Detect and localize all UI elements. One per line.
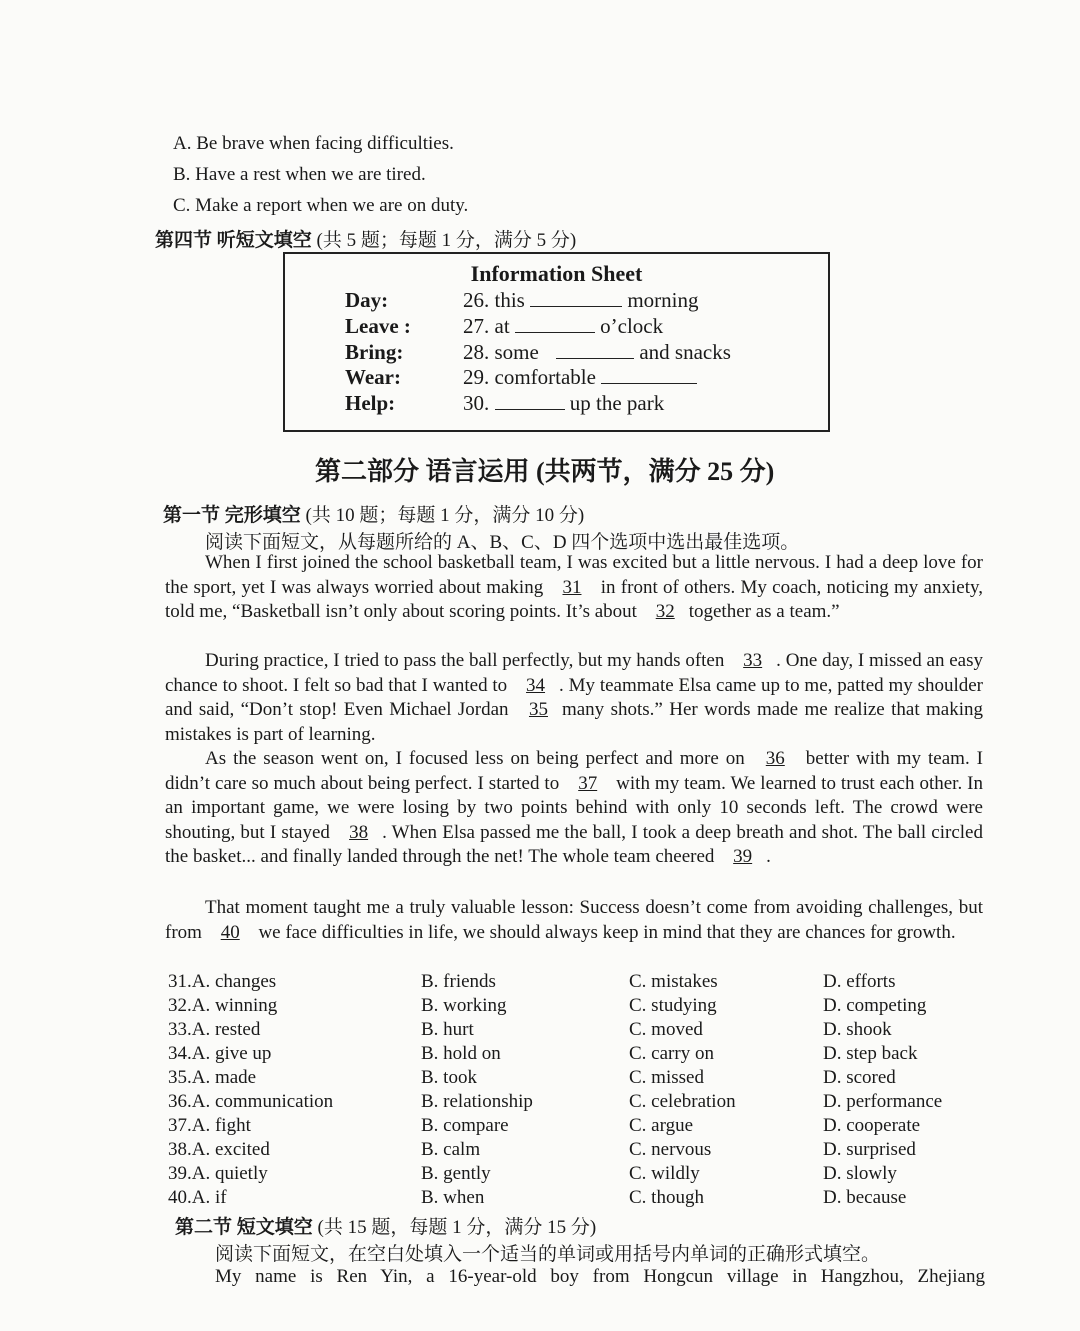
text: . One day, I missed an easy chance to shoot. I felt so bad that I wanted to bbox=[165, 650, 983, 696]
text: with my team. We learned to trust each other. In an important game, we were losing by two points behind with only 10 seconds left. The crowd were shouting, but I stayed bbox=[165, 772, 984, 843]
choice-a[interactable]: 35.A. made bbox=[168, 1067, 257, 1088]
choice-c[interactable]: C. studying bbox=[629, 995, 717, 1016]
text: we face difficulties in life, we should always keep in mind that they are chances for growth. bbox=[258, 921, 956, 943]
choice-a[interactable]: 34.A. give up bbox=[168, 1043, 272, 1064]
cloze-paragraph-4 bbox=[165, 896, 983, 945]
cloze-paragraph-3 bbox=[165, 747, 983, 870]
option-a: A. Be brave when facing difficulties. bbox=[173, 133, 454, 154]
choice-d[interactable]: D. slowly bbox=[823, 1163, 897, 1184]
choice-d[interactable]: D. scored bbox=[823, 1067, 896, 1088]
blank-31: 31 bbox=[562, 576, 582, 598]
text: When I first joined the school basketball team, I was excited but a little nervous. I had a deep love for the sport, yet I was always worried about making bbox=[165, 552, 983, 598]
info-label: Help: bbox=[345, 391, 396, 415]
cloze-paragraph-1 bbox=[165, 551, 983, 625]
info-text bbox=[463, 288, 699, 313]
cloze-instruction: 阅读下面短文，从每题所给的 A、B、C、D 四个选项中选出最佳选项。 bbox=[205, 532, 800, 553]
option-c: C. Make a report when we are on duty. bbox=[173, 195, 469, 216]
answer-blank-27[interactable] bbox=[515, 314, 595, 333]
info-pre: 29. comfortable bbox=[463, 365, 596, 389]
info-label: Day: bbox=[345, 288, 389, 312]
info-label: Leave : bbox=[345, 314, 411, 338]
text: better with my team. I didn’t care so much about being perfect. I started to bbox=[165, 748, 984, 794]
choice-d[interactable]: D. step back bbox=[823, 1043, 918, 1064]
info-text bbox=[463, 365, 697, 390]
choice-a[interactable]: 36.A. communication bbox=[168, 1091, 334, 1112]
blank-34: 34 bbox=[526, 674, 546, 696]
blank-35: 35 bbox=[528, 699, 548, 721]
blank-37: 37 bbox=[578, 772, 598, 794]
choice-row bbox=[168, 1139, 968, 1163]
choice-c[interactable]: C. missed bbox=[629, 1067, 704, 1088]
section2-note: (共 15 题，每题 1 分，满分 15 分) bbox=[317, 1217, 597, 1238]
choice-b[interactable]: B. took bbox=[421, 1067, 477, 1088]
choice-a[interactable]: 37.A. fight bbox=[168, 1115, 251, 1136]
choice-a[interactable]: 31.A. changes bbox=[168, 971, 277, 992]
info-post: o’clock bbox=[600, 314, 664, 338]
choice-a[interactable]: 32.A. winning bbox=[168, 995, 278, 1016]
info-text bbox=[463, 340, 731, 365]
blank-39: 39 bbox=[733, 846, 753, 868]
section2-instruction: 阅读下面短文，在空白处填入一个适当的单词或用括号内单词的正确形式填空。 bbox=[215, 1244, 881, 1265]
section4-note: (共 5 题；每题 1 分，满分 5 分) bbox=[316, 230, 577, 251]
choice-c[interactable]: C. mistakes bbox=[629, 971, 718, 992]
choice-a[interactable]: 38.A. excited bbox=[168, 1139, 270, 1160]
info-pre: 28. some bbox=[463, 340, 539, 364]
choice-row bbox=[168, 995, 968, 1019]
information-sheet bbox=[283, 252, 830, 432]
text: many shots.” Her words made me realize that making mistakes is part of learning. bbox=[165, 699, 984, 745]
section2-heading bbox=[175, 1212, 596, 1239]
text: in front of others. My coach, noticing my anxiety, told me, “Basketball isn’t only about scoring points. It’s about bbox=[165, 576, 984, 623]
answer-blank-28[interactable] bbox=[556, 340, 634, 359]
section4-heading bbox=[155, 225, 576, 252]
info-pre: 30. bbox=[463, 391, 490, 415]
choice-c[interactable]: C. moved bbox=[629, 1019, 703, 1040]
text: That moment taught me a truly valuable lesson: Success doesn’t come from avoiding challenges, but from bbox=[165, 897, 983, 943]
choice-row bbox=[168, 1187, 968, 1211]
choice-row bbox=[168, 1019, 968, 1043]
choice-d[interactable]: D. competing bbox=[823, 995, 927, 1016]
blank-36: 36 bbox=[765, 748, 785, 769]
cloze-title: 第一节 完形填空 bbox=[163, 505, 301, 526]
blank-33: 33 bbox=[743, 650, 763, 671]
text: . bbox=[766, 846, 771, 868]
choice-b[interactable]: B. compare bbox=[421, 1115, 509, 1136]
blank-38: 38 bbox=[349, 821, 369, 843]
choice-c[interactable]: C. nervous bbox=[629, 1139, 712, 1160]
section2-text-line: My name is Ren Yin, a 16-year-old boy from Hongcun village in Hangzhou, Zhejiang bbox=[215, 1266, 985, 1287]
choice-d[interactable]: D. shook bbox=[823, 1019, 892, 1040]
choice-b[interactable]: B. friends bbox=[421, 971, 496, 992]
choice-row bbox=[168, 1043, 968, 1067]
choice-d[interactable]: D. cooperate bbox=[823, 1115, 921, 1136]
info-pre: 26. this bbox=[463, 288, 525, 312]
choice-b[interactable]: B. gently bbox=[421, 1163, 491, 1184]
section2-title: 第二节 短文填空 bbox=[175, 1217, 313, 1238]
choice-a[interactable]: 39.A. quietly bbox=[168, 1163, 268, 1184]
choice-row bbox=[168, 1115, 968, 1139]
choice-c[interactable]: C. celebration bbox=[629, 1091, 736, 1112]
info-text bbox=[463, 314, 663, 339]
choice-c[interactable]: C. though bbox=[629, 1187, 704, 1208]
answer-blank-26[interactable] bbox=[530, 288, 622, 307]
info-post: up the park bbox=[569, 391, 665, 415]
cloze-paragraph-2 bbox=[165, 649, 983, 747]
choice-b[interactable]: B. relationship bbox=[421, 1091, 533, 1112]
choice-b[interactable]: B. working bbox=[421, 995, 507, 1016]
choice-b[interactable]: B. hold on bbox=[421, 1043, 501, 1064]
info-text bbox=[463, 391, 664, 416]
part2-title: 第二部分 语言运用 (共两节，满分 25 分) bbox=[315, 457, 775, 486]
choice-d[interactable]: D. surprised bbox=[823, 1139, 916, 1160]
blank-40: 40 bbox=[220, 921, 240, 943]
section4-title: 第四节 听短文填空 bbox=[155, 230, 312, 251]
cloze-heading bbox=[163, 500, 584, 527]
choice-c[interactable]: C. wildly bbox=[629, 1163, 700, 1184]
choice-d[interactable]: D. performance bbox=[823, 1091, 943, 1112]
info-post: morning bbox=[627, 288, 699, 312]
answer-blank-29[interactable] bbox=[601, 365, 697, 384]
text: As the season went on, I focused less on being perfect and more on bbox=[205, 748, 745, 769]
text: . When Elsa passed me the ball, I took a deep breath and shot. The ball circled the basket... and finally landed through the net! The whole team cheered bbox=[165, 821, 983, 868]
cloze-note: (共 10 题；每题 1 分，满分 10 分) bbox=[305, 505, 585, 526]
info-sheet-title: Information Sheet bbox=[470, 261, 643, 286]
text: . My teammate Elsa came up to me, patted my shoulder and said, “Don’t stop! Even Michael Jordan bbox=[165, 674, 984, 721]
choice-row bbox=[168, 1067, 968, 1091]
choice-row bbox=[168, 1091, 968, 1115]
choice-row bbox=[168, 971, 968, 995]
choice-c[interactable]: C. carry on bbox=[629, 1043, 714, 1064]
choice-b[interactable]: B. hurt bbox=[421, 1019, 474, 1040]
info-label: Wear: bbox=[345, 365, 401, 389]
choice-a[interactable]: 40.A. if bbox=[168, 1187, 227, 1208]
choice-d[interactable]: D. efforts bbox=[823, 971, 896, 992]
choice-row bbox=[168, 1163, 968, 1187]
option-b: B. Have a rest when we are tired. bbox=[173, 164, 426, 185]
blank-32: 32 bbox=[655, 601, 675, 623]
choice-c[interactable]: C. argue bbox=[629, 1115, 694, 1136]
choice-a[interactable]: 33.A. rested bbox=[168, 1019, 261, 1040]
choice-d[interactable]: D. because bbox=[823, 1187, 907, 1208]
choice-b[interactable]: B. calm bbox=[421, 1139, 481, 1160]
info-pre: 27. at bbox=[463, 314, 510, 338]
choice-b[interactable]: B. when bbox=[421, 1187, 485, 1208]
answer-blank-30[interactable] bbox=[495, 391, 565, 410]
text: During practice, I tried to pass the ball perfectly, but my hands often bbox=[205, 650, 725, 671]
info-label: Bring: bbox=[345, 340, 404, 364]
text: together as a team.” bbox=[688, 601, 840, 623]
info-post: and snacks bbox=[639, 340, 731, 364]
